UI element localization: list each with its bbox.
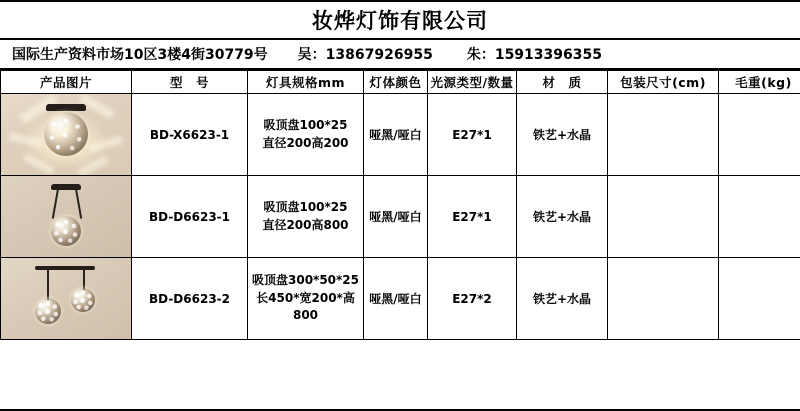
- contact-wu-name: 吴：: [297, 47, 326, 63]
- column-header-package-size: 包装尺寸(cm): [608, 71, 719, 94]
- column-header-gross-weight: 毛重(kg): [719, 71, 800, 94]
- column-header-color: 灯体颜色: [364, 71, 428, 94]
- product-table: [0, 70, 800, 340]
- gross-weight-cell: [719, 258, 800, 340]
- company-title: 妆烨灯饰有限公司: [312, 9, 488, 33]
- gross-weight-cell: [719, 176, 800, 258]
- product-image-cell: [1, 176, 132, 258]
- pendant-single-photo: [1, 176, 131, 257]
- contact-wu-phone: 13867926955: [325, 47, 433, 63]
- table-row: [1, 176, 800, 258]
- column-header-spec: 灯具规格mm: [248, 71, 364, 94]
- light-source-cell: E27*1: [428, 94, 517, 176]
- package-size-cell: [608, 94, 719, 176]
- table-header-row: [1, 71, 800, 94]
- material-cell: 铁艺+水晶: [517, 94, 608, 176]
- material-cell: 铁艺+水晶: [517, 176, 608, 258]
- title-row: [0, 2, 800, 40]
- product-image-cell: [1, 258, 132, 340]
- spec-line-2: 直径200高200: [262, 135, 349, 150]
- spec-cell: [248, 176, 364, 258]
- contact-zhu: [467, 44, 602, 64]
- package-size-cell: [608, 258, 719, 340]
- light-source-cell: E27*1: [428, 176, 517, 258]
- color-cell: 哑黑/哑白: [364, 258, 428, 340]
- spec-line-2: 长450*宽200*高800: [256, 290, 355, 323]
- model-cell: BD-X6623-1: [132, 94, 248, 176]
- color-cell: 哑黑/哑白: [364, 176, 428, 258]
- contact-zhu-phone: 15913396355: [494, 47, 602, 63]
- spec-line-1: 吸顶盘100*25: [263, 118, 348, 133]
- table-row: [1, 258, 800, 340]
- contact-row: [0, 40, 800, 70]
- model-cell: BD-D6623-1: [132, 176, 248, 258]
- ceiling-lamp-photo: [1, 94, 131, 175]
- spec-line-1: 吸顶盘100*25: [263, 200, 348, 215]
- spec-line-2: 直径200高800: [262, 217, 349, 232]
- column-header-material: 材 质: [517, 71, 608, 94]
- pendant-double-photo: [1, 258, 131, 339]
- gross-weight-cell: [719, 94, 800, 176]
- company-address: 国际生产资料市场10区3楼4街30779号: [12, 47, 268, 63]
- material-cell: 铁艺+水晶: [517, 258, 608, 340]
- spec-cell: [248, 94, 364, 176]
- spec-cell: [248, 258, 364, 340]
- table-row: [1, 94, 800, 176]
- spec-line-1: 吸顶盘300*50*25: [252, 273, 359, 288]
- column-header-light-source: 光源类型/数量: [428, 71, 517, 94]
- contact-wu: [298, 44, 433, 64]
- color-cell: 哑黑/哑白: [364, 94, 428, 176]
- contact-zhu-name: 朱：: [466, 47, 495, 63]
- product-image-cell: [1, 94, 132, 176]
- column-header-image: 产品图片: [1, 71, 132, 94]
- package-size-cell: [608, 176, 719, 258]
- column-header-model: 型 号: [132, 71, 248, 94]
- light-source-cell: E27*2: [428, 258, 517, 340]
- model-cell: BD-D6623-2: [132, 258, 248, 340]
